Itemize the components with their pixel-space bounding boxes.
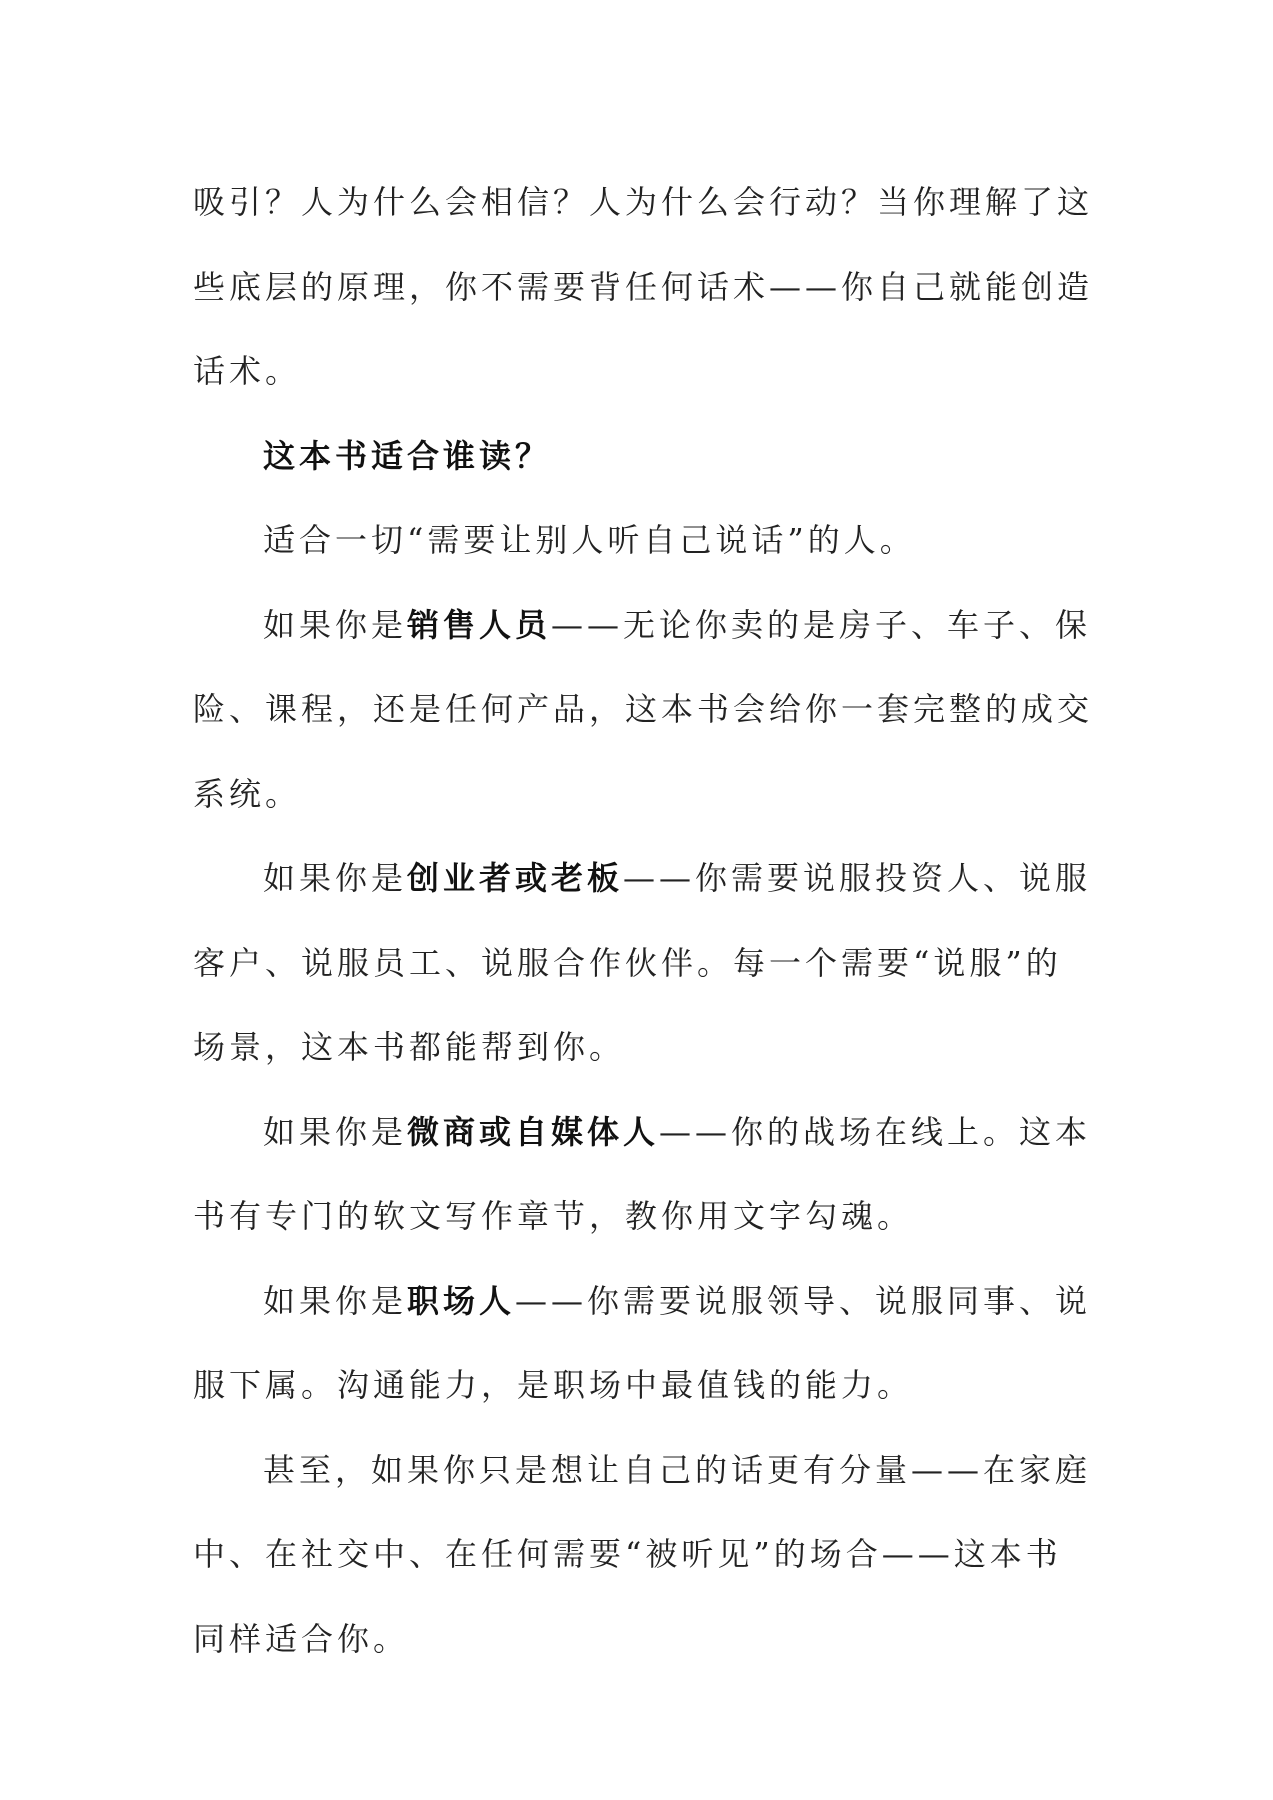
audience-paragraph-sales (193, 583, 1093, 837)
intro-paragraph (193, 160, 1093, 414)
closing-paragraph (193, 1428, 1093, 1682)
intro-text: 吸引？人为什么会相信？人为什么会行动？当你理解了这些底层的原理，你不需要背任何话术——你自己就能创造话术。 (193, 183, 1094, 390)
audience-role: 创业者或老板 (407, 859, 624, 897)
body-text (193, 160, 1093, 1681)
audience-paragraph-workplace (193, 1259, 1093, 1428)
section-heading-paragraph (193, 414, 1093, 499)
audience-paragraph-founder (193, 836, 1093, 1090)
lead-text: 适合一切“需要让别人听自己说话”的人。 (263, 521, 916, 559)
audience-prefix: 如果你是 (263, 1281, 408, 1320)
audience-prefix: 如果你是 (263, 859, 408, 897)
audience-role: 销售人员 (407, 605, 552, 644)
closing-text: 甚至，如果你只是想让自己的话更有分量——在家庭中、在社交中、在任何需要“被听见”的场合——这本书同样适合你。 (193, 1450, 1092, 1658)
audience-role: 微商或自媒体人 (407, 1112, 660, 1151)
audience-text: ——无论你卖的是房子、车子、保险、课程，还是任何产品，这本书会给你一套完整的成交系统。 (193, 605, 1094, 813)
lead-paragraph (193, 498, 1093, 583)
section-heading: 这本书适合谁读？ (263, 436, 552, 475)
audience-prefix: 如果你是 (263, 605, 408, 644)
audience-text: ——你的战场在线上。这本书有专门的软文写作章节，教你用文字勾魂。 (193, 1112, 1092, 1235)
audience-text: ——你需要说服投资人、说服客户、说服员工、说服合作伙伴。每一个需要“说服”的场景，这本书都能帮到你。 (193, 859, 1092, 1066)
audience-prefix: 如果你是 (263, 1112, 408, 1151)
audience-role: 职场人 (407, 1281, 516, 1320)
audience-text: ——你需要说服领导、说服同事、说服下属。沟通能力，是职场中最值钱的能力。 (193, 1281, 1092, 1404)
audience-paragraph-media (193, 1090, 1093, 1259)
